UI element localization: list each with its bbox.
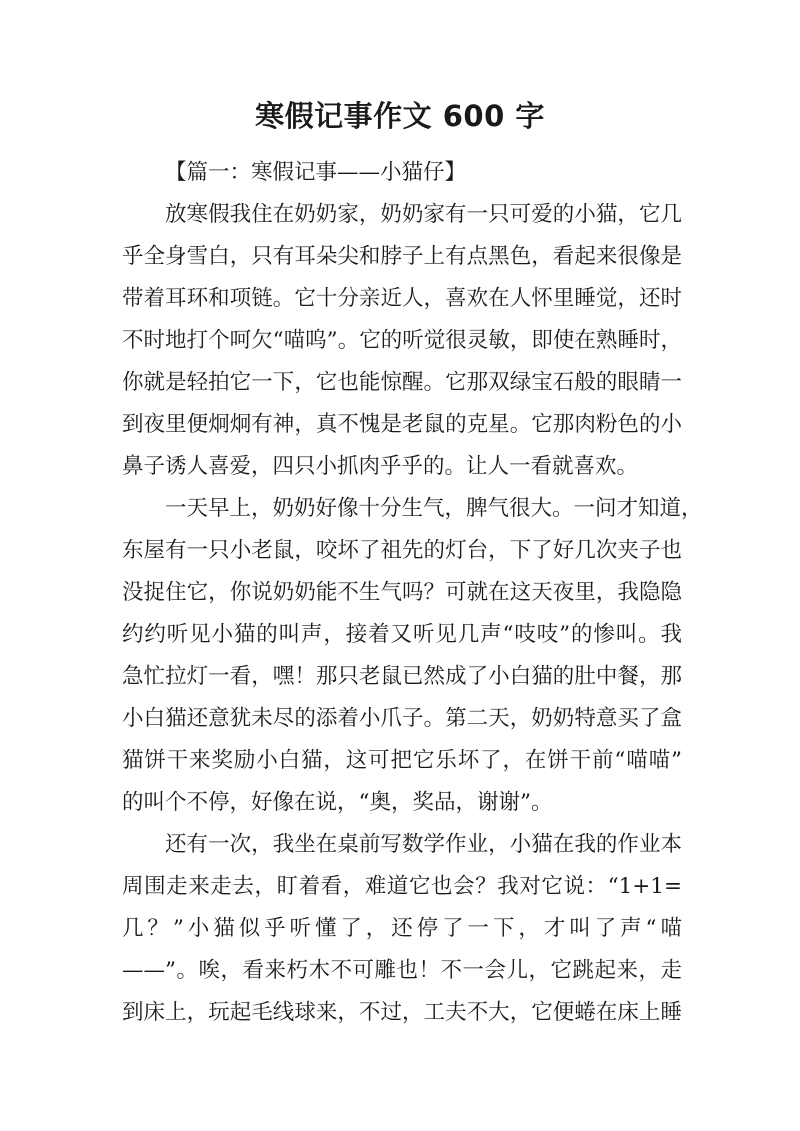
paragraph-line: 不时地打个呵欠“喵呜”。它的听觉很灵敏，即使在熟睡时，	[122, 328, 682, 353]
paragraph-line: 到床上，玩起毛线球来，不过，工夫不大，它便蜷在床上睡	[122, 1000, 682, 1025]
paragraph-line: 约约听见小猫的叫声，接着又听见几声“吱吱”的惨叫。我	[122, 622, 682, 647]
paragraph-line: 乎全身雪白，只有耳朵尖和脖子上有点黑色，看起来很像是	[122, 244, 682, 269]
paragraph-line: 带着耳环和项链。它十分亲近人，喜欢在人怀里睡觉，还时	[122, 286, 682, 311]
paragraph-line: 周围走来走去，盯着看，难道它也会？我对它说：“1+1=	[122, 874, 682, 899]
paragraph-line: 一天早上，奶奶好像十分生气，脾气很大。一问才知道，	[165, 496, 703, 521]
document-body	[122, 152, 703, 1034]
paragraph-line: 几？”小猫似乎听懂了，还停了一下，才叫了声“喵	[122, 916, 682, 941]
paragraph-line: 的叫个不停，好像在说，“奥，奖品，谢谢”。	[122, 790, 553, 815]
paragraph-line: 猫饼干来奖励小白猫，这可把它乐坏了，在饼干前“喵喵”	[122, 748, 682, 773]
document-title: 寒假记事作文 600 字	[255, 99, 545, 133]
paragraph-line: 没捉住它，你说奶奶能不生气吗？可就在这天夜里，我隐隐	[122, 580, 682, 605]
paragraph-line: 还有一次，我坐在桌前写数学作业，小猫在我的作业本	[165, 832, 682, 857]
paragraph-line: 你就是轻拍它一下，它也能惊醒。它那双绿宝石般的眼睛一	[122, 370, 682, 395]
paragraph-line: 放寒假我住在奶奶家，奶奶家有一只可爱的小猫，它几	[165, 202, 682, 227]
paragraph-line: 到夜里便炯炯有神，真不愧是老鼠的克星。它那肉粉色的小	[122, 412, 682, 437]
paragraph-line: ——”。唉，看来朽木不可雕也！不一会儿，它跳起来，走	[122, 958, 682, 983]
paragraph-line: 急忙拉灯一看，嘿！那只老鼠已然成了小白猫的肚中餐，那	[122, 664, 682, 689]
paragraph-line: 鼻子诱人喜爱，四只小抓肉乎乎的。让人一看就喜欢。	[122, 454, 639, 479]
paragraph-line: 小白猫还意犹未尽的添着小爪子。第二天，奶奶特意买了盒	[122, 706, 682, 731]
paragraph-line: 东屋有一只小老鼠，咬坏了祖先的灯台，下了好几次夹子也	[122, 538, 682, 563]
section-heading: 【篇一：寒假记事——小猫仔】	[165, 160, 467, 185]
